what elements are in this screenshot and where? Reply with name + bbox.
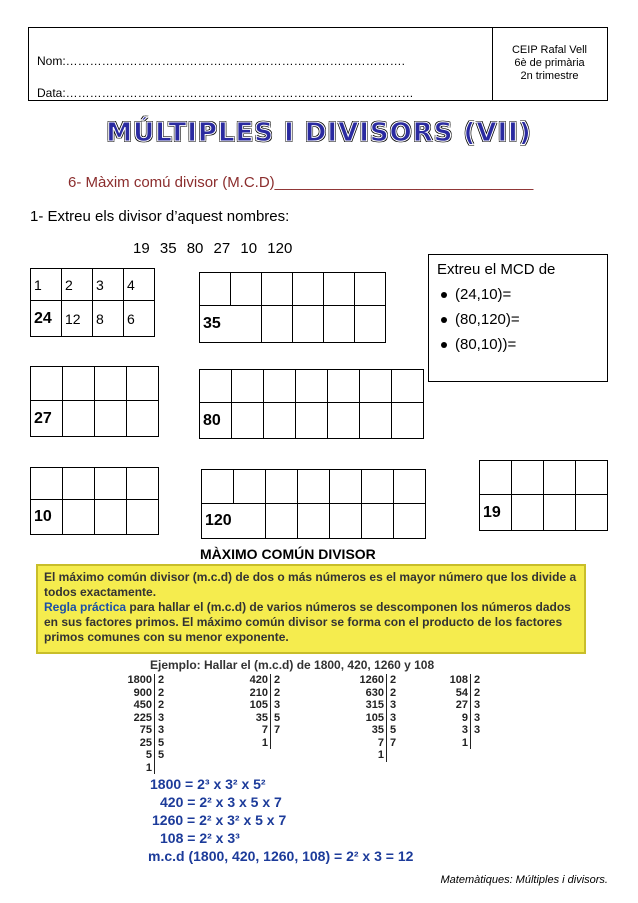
cell[interactable]: 2 bbox=[62, 269, 93, 301]
cell[interactable] bbox=[127, 401, 159, 437]
table-number: 24 bbox=[31, 301, 62, 337]
cell[interactable] bbox=[232, 370, 264, 403]
page-footer: Matemàtiques: Múltiples i divisors. bbox=[440, 874, 608, 886]
table-number: 10 bbox=[31, 500, 63, 535]
term-label: 2n trimestre bbox=[520, 70, 579, 82]
cell[interactable] bbox=[360, 403, 392, 439]
cell[interactable] bbox=[95, 468, 127, 500]
cell[interactable] bbox=[355, 306, 386, 343]
cell[interactable] bbox=[127, 468, 159, 500]
cell[interactable] bbox=[262, 273, 293, 306]
divisor-table-35 bbox=[199, 272, 386, 343]
rule-text bbox=[44, 600, 578, 645]
cell[interactable] bbox=[576, 495, 608, 531]
result-420: 420 = 2² x 3 x 5 x 7 bbox=[160, 794, 282, 810]
mcd-exercise-box bbox=[428, 254, 608, 382]
definition-text: El máximo común divisor (m.c.d) de dos o más números es el mayor número que los divide a todos exactamente. bbox=[44, 570, 577, 599]
result-mcd: m.c.d (1800, 420, 1260, 108) = 2² x 3 = 12 bbox=[148, 848, 414, 864]
cell[interactable] bbox=[328, 370, 360, 403]
cell[interactable] bbox=[266, 470, 298, 504]
cell[interactable] bbox=[544, 461, 576, 495]
cell[interactable] bbox=[293, 273, 324, 306]
mcd-item[interactable]: (80,10))= bbox=[455, 336, 599, 353]
divisor-table-19 bbox=[479, 460, 608, 531]
mcd-item[interactable]: (24,10)= bbox=[455, 286, 599, 303]
rule-label: Regla práctica bbox=[44, 600, 127, 614]
date-field[interactable]: Data:…………………………………………………………………………… bbox=[37, 86, 414, 100]
cell[interactable] bbox=[512, 461, 544, 495]
numbers-list: 19 35 80 27 10 120 bbox=[133, 240, 293, 257]
cell[interactable] bbox=[31, 468, 63, 500]
cell[interactable] bbox=[296, 403, 328, 439]
cell[interactable] bbox=[394, 470, 426, 504]
cell[interactable] bbox=[262, 306, 293, 343]
cell[interactable] bbox=[264, 403, 296, 439]
cell[interactable] bbox=[355, 273, 386, 306]
cell[interactable] bbox=[63, 500, 95, 535]
header-box bbox=[28, 27, 608, 101]
mcd-box-title: Extreu el MCD de bbox=[437, 261, 556, 278]
result-1260: 1260 = 2² x 3² x 5 x 7 bbox=[152, 812, 287, 828]
cell[interactable] bbox=[324, 306, 355, 343]
school-name: CEIP Rafal Vell bbox=[511, 44, 587, 56]
table-number: 80 bbox=[200, 403, 232, 439]
cell[interactable] bbox=[63, 401, 95, 437]
grade-label: 6è de primària bbox=[514, 57, 585, 69]
decomposition-420: 420 2 210 2 105 3 35 5 7 7 1 bbox=[234, 674, 290, 749]
cell[interactable] bbox=[544, 495, 576, 531]
cell[interactable] bbox=[392, 370, 424, 403]
cell[interactable]: 6 bbox=[124, 301, 155, 337]
table-number: 35 bbox=[200, 306, 262, 343]
decomposition-108: 108 2 54 2 27 3 9 3 3 3 1 bbox=[434, 674, 490, 749]
cell[interactable] bbox=[298, 470, 330, 504]
cell[interactable] bbox=[324, 273, 355, 306]
table-number: 19 bbox=[480, 495, 512, 531]
cell[interactable] bbox=[512, 495, 544, 531]
cell[interactable] bbox=[95, 500, 127, 535]
cell[interactable]: 1 bbox=[31, 269, 62, 301]
example-heading: Ejemplo: Hallar el (m.c.d) de 1800, 420, 1260 y 108 bbox=[150, 658, 435, 672]
cell[interactable] bbox=[330, 470, 362, 504]
cell[interactable] bbox=[480, 461, 512, 495]
cell[interactable] bbox=[576, 461, 608, 495]
cell[interactable] bbox=[264, 370, 296, 403]
cell[interactable] bbox=[234, 470, 266, 504]
decomposition-1260: 1260 2 630 2 315 3 105 3 35 5 7 7 1 bbox=[350, 674, 406, 762]
cell[interactable] bbox=[200, 370, 232, 403]
mcd-list bbox=[437, 286, 599, 353]
cell[interactable] bbox=[232, 403, 264, 439]
cell[interactable] bbox=[95, 367, 127, 401]
divisor-table-24 bbox=[30, 268, 155, 337]
cell[interactable] bbox=[394, 504, 426, 539]
cell[interactable] bbox=[298, 504, 330, 539]
cell[interactable] bbox=[200, 273, 231, 306]
rule-body: para hallar el (m.c.d) de varios números se descomponen los números dados en sus factores primos. El máximo común divisor se forma con el producto de los factores primos comunes con su menor exponente. bbox=[44, 600, 571, 644]
cell[interactable] bbox=[330, 504, 362, 539]
cell[interactable] bbox=[202, 470, 234, 504]
cell[interactable]: 12 bbox=[62, 301, 93, 337]
definition-box bbox=[36, 564, 586, 654]
cell[interactable]: 3 bbox=[93, 269, 124, 301]
table-number: 120 bbox=[202, 504, 266, 539]
section-heading: 6- Màxim comú divisor (M.C.D)_______________________________ bbox=[68, 174, 534, 191]
task-instruction: 1- Extreu els divisor d’aquest nombres: bbox=[30, 208, 290, 225]
cell[interactable] bbox=[266, 504, 298, 539]
cell[interactable] bbox=[31, 367, 63, 401]
cell[interactable] bbox=[231, 273, 262, 306]
cell[interactable] bbox=[63, 367, 95, 401]
mcd-item[interactable]: (80,120)= bbox=[455, 311, 599, 328]
page-title: MÚLTIPLES I DIVISORS (VII) bbox=[106, 118, 532, 148]
cell[interactable] bbox=[95, 401, 127, 437]
cell[interactable] bbox=[328, 403, 360, 439]
cell[interactable] bbox=[360, 370, 392, 403]
card-title: MÀXIMO COMÚN DIVISOR bbox=[200, 546, 376, 562]
result-1800: 1800 = 2³ x 3² x 5² bbox=[150, 776, 266, 792]
cell[interactable] bbox=[392, 403, 424, 439]
divisor-table-27 bbox=[30, 366, 159, 437]
cell[interactable]: 4 bbox=[124, 269, 155, 301]
divisor-table-10 bbox=[30, 467, 159, 535]
cell[interactable] bbox=[63, 468, 95, 500]
decomposition-1800: 1800 2 900 2 450 2 225 3 75 3 25 5 5 5 1 bbox=[118, 674, 174, 774]
school-info bbox=[492, 28, 607, 100]
table-number: 27 bbox=[31, 401, 63, 437]
divisor-table-80 bbox=[199, 369, 424, 439]
divisor-table-120 bbox=[201, 469, 426, 539]
cell[interactable] bbox=[362, 504, 394, 539]
name-date-area bbox=[29, 28, 493, 100]
cell[interactable] bbox=[127, 500, 159, 535]
name-field[interactable]: Nom:…………………………………………………………………………. bbox=[37, 54, 406, 68]
cell[interactable] bbox=[296, 370, 328, 403]
result-108: 108 = 2² x 3³ bbox=[160, 830, 240, 846]
cell[interactable] bbox=[293, 306, 324, 343]
cell[interactable] bbox=[127, 367, 159, 401]
cell[interactable] bbox=[362, 470, 394, 504]
cell[interactable]: 8 bbox=[93, 301, 124, 337]
